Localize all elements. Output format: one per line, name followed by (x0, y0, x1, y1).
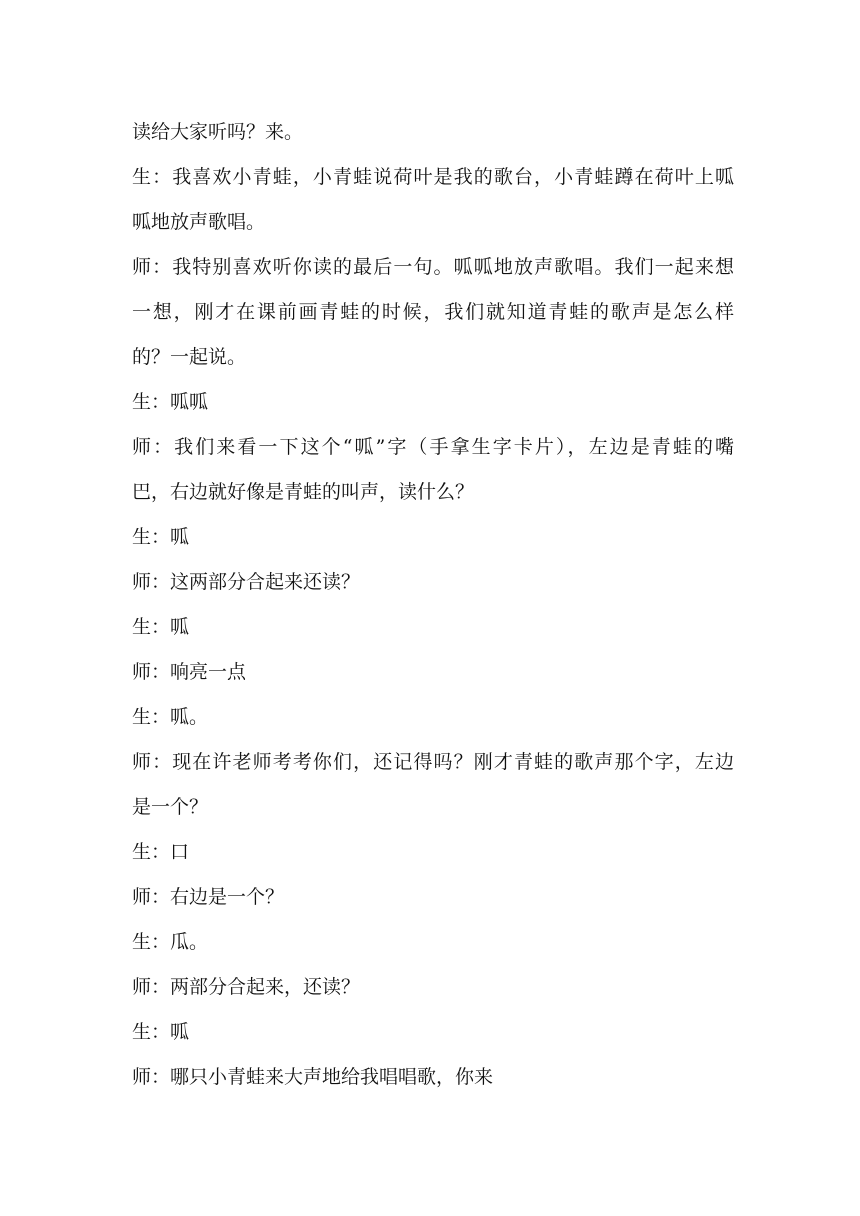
transcript-line: 师：哪只小青蛙来大声地给我唱唱歌，你来 (132, 1066, 494, 1088)
transcript-line: 师：这两部分合起来还读？ (132, 571, 361, 593)
transcript-line: 的？一起说。 (132, 346, 247, 368)
transcript-line: 生：呱 (132, 1021, 190, 1043)
transcript-line: 师：我特别喜欢听你读的最后一句。呱呱地放声歌唱。我们一起来想 (132, 256, 734, 278)
transcript-line: 师：右边是一个？ (132, 886, 285, 908)
transcript-line: 师：响亮一点 (132, 661, 247, 683)
transcript-line: 生：呱呱 (132, 391, 209, 413)
document-body (132, 110, 734, 1100)
transcript-line: 一想，刚才在课前画青蛙的时候，我们就知道青蛙的歌声是怎么样 (132, 301, 734, 323)
transcript-line: 呱地放声歌唱。 (132, 211, 266, 233)
transcript-line: 生：我喜欢小青蛙，小青蛙说荷叶是我的歌台，小青蛙蹲在荷叶上呱 (132, 166, 734, 188)
transcript-line: 巴，右边就好像是青蛙的叫声，读什么？ (132, 481, 475, 503)
transcript-line: 生：呱 (132, 526, 190, 548)
transcript-line: 师：现在许老师考考你们，还记得吗？刚才青蛙的歌声那个字，左边 (132, 751, 734, 773)
transcript-line: 生：呱 (132, 616, 190, 638)
transcript-line: 师：两部分合起来，还读？ (132, 976, 361, 998)
transcript-line: 是一个？ (132, 796, 209, 818)
transcript-line: 生：呱。 (132, 706, 209, 728)
transcript-line: 生：口 (132, 841, 190, 863)
transcript-line: 师：我们来看一下这个“呱”字（手拿生字卡片），左边是青蛙的嘴 (132, 436, 734, 458)
transcript-line: 生：瓜。 (132, 931, 209, 953)
transcript-line: 读给大家听吗？来。 (132, 121, 304, 143)
